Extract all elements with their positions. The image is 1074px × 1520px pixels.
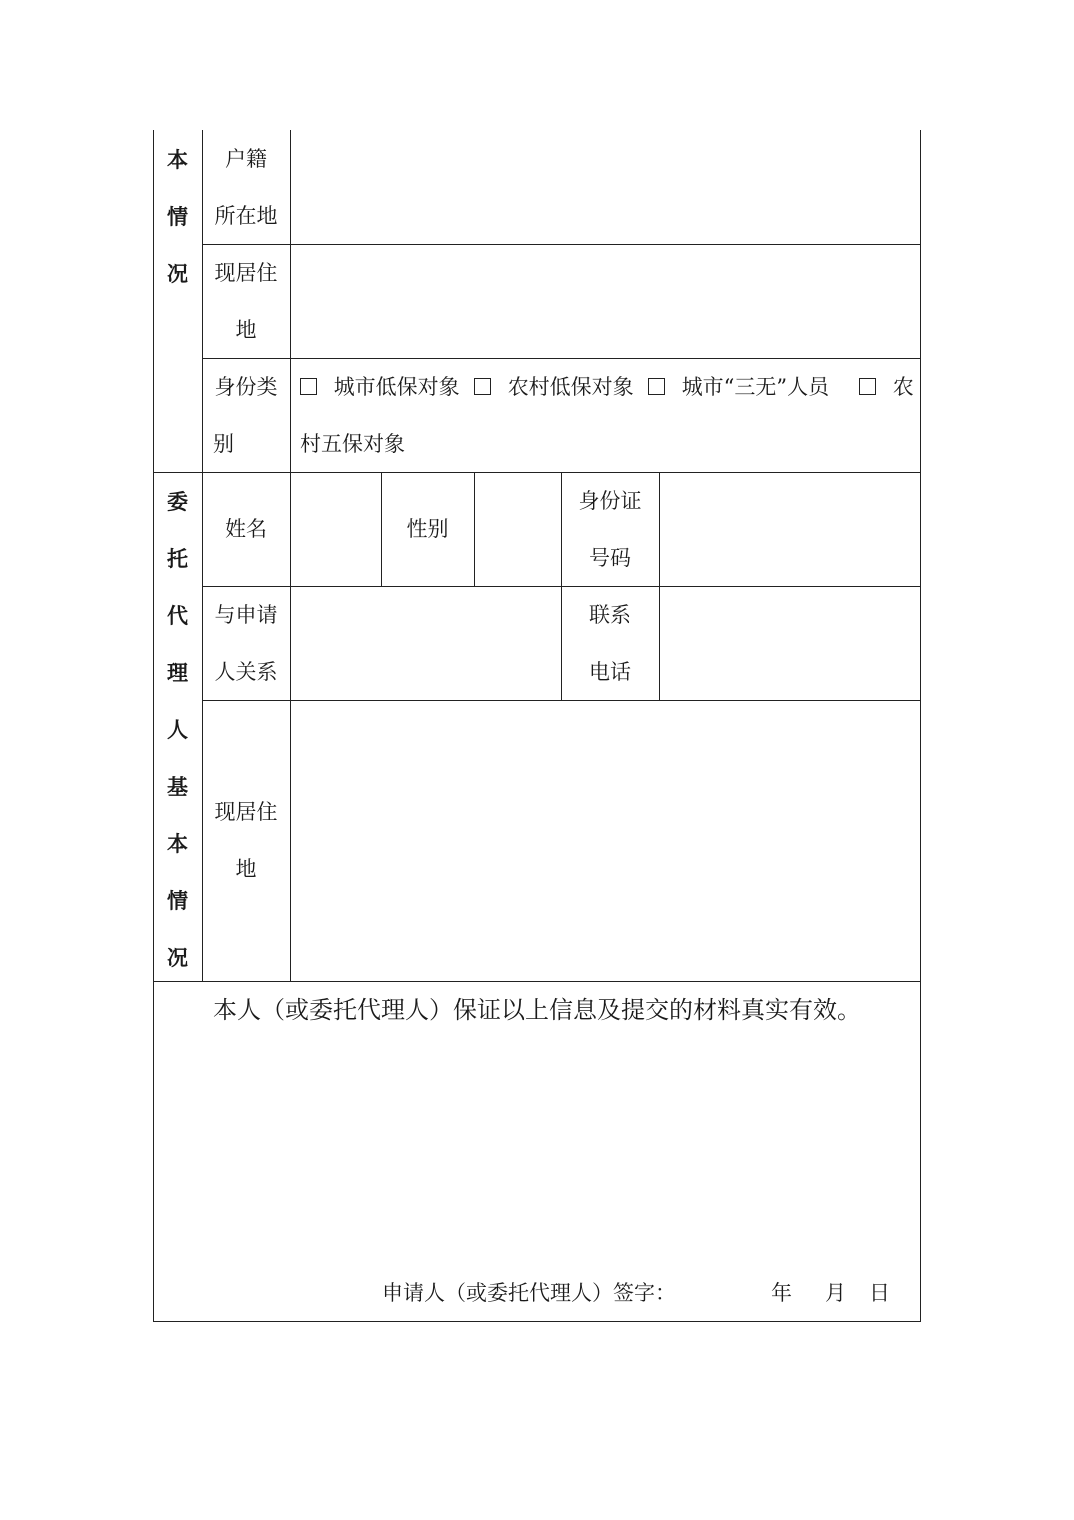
identity-option-3[interactable] xyxy=(648,377,829,398)
identity-option-label: 城市低保对象 xyxy=(333,375,460,399)
vertical-label-char: 人 xyxy=(167,717,188,742)
signature-area[interactable] xyxy=(154,1240,919,1320)
vertical-label-char: 代 xyxy=(167,603,188,628)
applicant-residence-value-cell[interactable] xyxy=(291,245,919,357)
table-border-right xyxy=(920,130,921,1322)
agent-phone-label-line1: 联系 xyxy=(589,603,631,627)
vertical-label-char: 基 xyxy=(167,774,188,799)
date-year-label: 年 xyxy=(771,1281,792,1305)
declaration-statement: 本人（或委托代理人）保证以上信息及提交的材料真实有效。 xyxy=(213,996,861,1024)
agent-residence-value-cell[interactable] xyxy=(291,701,919,980)
checkbox-icon[interactable] xyxy=(300,378,317,395)
identity-label-line2: 别 xyxy=(213,432,234,456)
vertical-label-char: 情 xyxy=(167,888,188,913)
agent-residence-label-line2: 地 xyxy=(235,857,257,881)
agent-name-value-cell[interactable] xyxy=(291,473,380,585)
date-day-label: 日 xyxy=(869,1281,890,1305)
identity-option-4-wrap: 村五保对象 xyxy=(300,432,405,456)
applicant-residence-label-line2: 地 xyxy=(235,318,257,342)
row-divider xyxy=(153,981,921,982)
huji-value-cell[interactable] xyxy=(291,131,919,243)
identity-option-label: 农村低保对象 xyxy=(507,375,634,399)
vertical-label-char: 况 xyxy=(167,945,188,970)
huji-label-line2: 所在地 xyxy=(214,204,278,228)
vertical-label-char: 本 xyxy=(167,831,188,856)
column-divider xyxy=(202,130,203,981)
agent-gender-value-cell[interactable] xyxy=(475,473,560,585)
agent-relation-label-line2: 人关系 xyxy=(214,660,278,684)
checkbox-icon[interactable] xyxy=(648,378,665,395)
signature-label: 申请人（或委托代理人）签字： xyxy=(382,1281,676,1305)
agent-id-label-line2: 号码 xyxy=(589,546,631,570)
checkbox-icon[interactable] xyxy=(859,378,876,395)
agent-phone-label-line2: 电话 xyxy=(589,660,631,684)
applicant-residence-label-line1: 现居住 xyxy=(214,261,278,285)
identity-option-4[interactable] xyxy=(859,377,914,398)
identity-label-line1: 身份类 xyxy=(214,375,278,399)
agent-id-label-line1: 身份证 xyxy=(578,489,642,513)
vertical-label-char: 情 xyxy=(167,204,188,229)
date-month-label: 月 xyxy=(825,1281,846,1305)
vertical-label-char: 托 xyxy=(167,546,188,571)
vertical-label-char: 理 xyxy=(167,660,188,685)
identity-option-2[interactable] xyxy=(474,377,634,398)
table-border-bottom xyxy=(153,1321,921,1322)
checkbox-icon[interactable] xyxy=(474,378,491,395)
identity-option-label: 城市“三无”人员 xyxy=(681,375,830,399)
identity-option-1[interactable] xyxy=(300,377,460,398)
agent-gender-label: 性别 xyxy=(406,517,449,541)
agent-id-value-cell[interactable] xyxy=(660,473,919,585)
huji-label-line1: 户籍 xyxy=(225,147,267,171)
vertical-label-char: 况 xyxy=(167,261,188,286)
vertical-label-char: 本 xyxy=(167,147,188,172)
agent-name-label: 姓名 xyxy=(225,517,267,541)
row-divider xyxy=(202,358,921,359)
agent-relation-label-line1: 与申请 xyxy=(214,603,278,627)
agent-relation-value-cell[interactable] xyxy=(291,587,560,699)
identity-option-label: 农 xyxy=(892,375,914,399)
vertical-label-char: 委 xyxy=(167,489,188,514)
agent-phone-value-cell[interactable] xyxy=(660,587,919,699)
agent-residence-label-line1: 现居住 xyxy=(214,800,278,824)
